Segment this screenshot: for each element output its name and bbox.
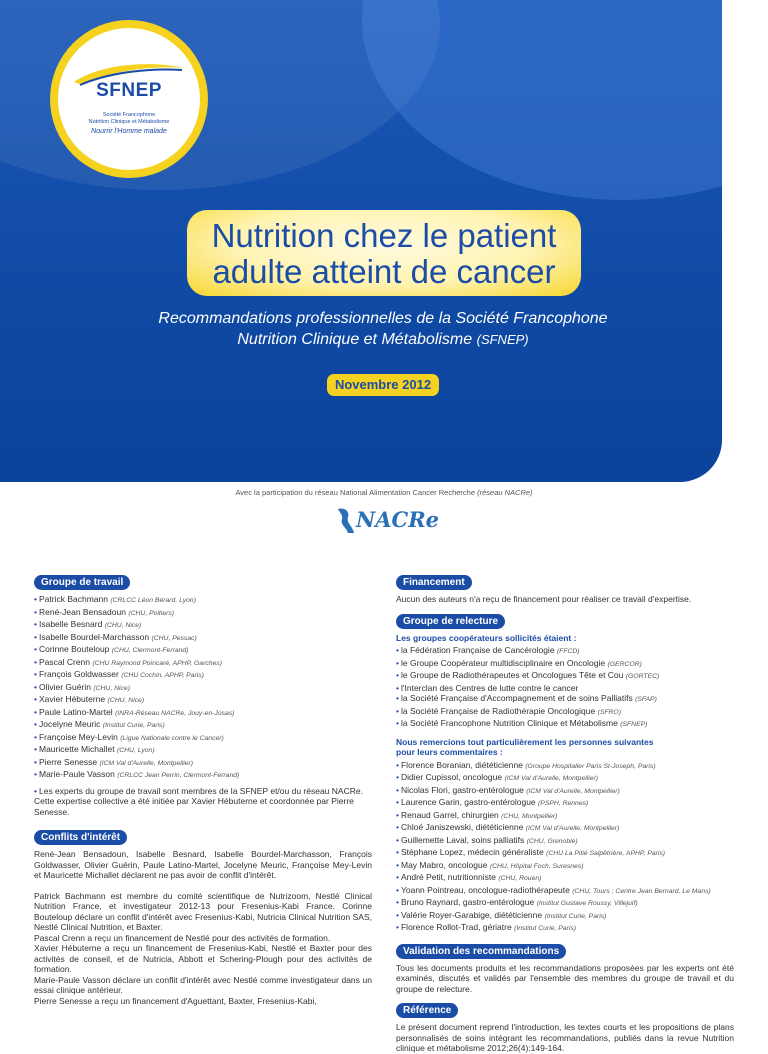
item-affiliation: (FFCD): [556, 648, 580, 655]
list-item: [34, 644, 372, 657]
paragraph: Le présent document reprend l'introduction, les textes courts et les propositions de plans personnalisés de soins intégrant les recommandations, publiés dans la revue Nutrition clinique et métabolisme 2012;26(4):149-164.: [396, 1022, 734, 1053]
list-item: [396, 822, 734, 835]
subheading-line: pour leurs commentaires :: [396, 747, 503, 757]
item-name: Françoise Mey-Levin: [38, 731, 118, 742]
item-name: André Petit, nutritionniste: [400, 872, 496, 882]
paragraph: Patrick Bachmann est membre du comité scientifique de Nutrizoom, Nestlé Clinical Nutrition France, et investigateur 2012-13 pour Fresenius-Kabi France. Corinne Bouteloup déclare un conflit d'intérêt avec Fresenius-Kabi, Nutricia Clinical Nutrition SAS, Nestlé Clinical Nutrition, et Baxter.: [34, 890, 372, 932]
item-affiliation: (Institut Gustave Roussy, Villejuif): [536, 900, 638, 907]
nacre-logo-text: NACRe: [356, 507, 440, 532]
item-name: la Société Française de Radiothérapie Oncologique: [400, 705, 596, 716]
list-item: [396, 872, 734, 885]
item-name: Florence Boranian, diététicienne: [400, 759, 523, 770]
subheading-line: Nous remercions tout particulièrement les personnes suivantes: [396, 736, 654, 747]
item-affiliation: (CHU, Nice): [107, 697, 145, 704]
working-group-note: [34, 786, 372, 818]
subtitle-text: Nutrition Clinique et Métabolisme: [237, 331, 473, 348]
list-item: [396, 718, 734, 731]
item-name: l'Interclan des Centres de lutte contre le cancer: [400, 682, 579, 693]
list-item: [396, 670, 734, 683]
page-title: adulte atteint de cancer: [212, 253, 556, 290]
item-affiliation: (CHU, Pessac): [151, 634, 197, 642]
working-group-list: [34, 594, 372, 782]
item-affiliation: (CHU, Hôpital Foch, Suresnes): [489, 862, 584, 870]
item-name: Marie-Paule Vasson: [38, 769, 115, 779]
item-name: Guillemette Laval, soins palliatifs: [400, 834, 525, 845]
item-name: Laurence Garin, gastro-entérologue: [400, 797, 536, 807]
item-affiliation: (CHU La Pitié Salpêtrière, APHP, Paris): [546, 850, 666, 857]
item-affiliation: (CHU, Grenoble): [526, 837, 578, 845]
item-name: René-Jean Bensadoun: [38, 606, 126, 617]
title-box: [187, 210, 581, 296]
list-item: [34, 619, 372, 632]
sfnep-logo: [58, 28, 200, 170]
list-item: [34, 607, 372, 620]
item-name: François Goldwasser: [38, 669, 119, 679]
date-badge: Novembre 2012: [327, 374, 439, 396]
item-name: le Groupe de Radiothérapeutes et Oncologues Tête et Cou: [400, 670, 624, 680]
logo-subtitle: Société Francophone: [102, 112, 156, 118]
page-title: Nutrition chez le patient: [211, 217, 557, 254]
subtitle-abbr: (SFNEP): [476, 332, 529, 347]
list-item: [34, 732, 372, 745]
paragraph: Marie-Paule Vasson déclare un conflit d'intérêt avec Nestlé comme investigateur dans un essai clinique antérieur.: [34, 974, 372, 995]
list-item: • Les experts du groupe de travail sont membres de la SFNEP et/ou du réseau NACRe. Cette expertise collective a été initiée par Xavier Hébuterne et coordonnée par Pierre Senesse.: [34, 786, 372, 818]
list-item: [396, 910, 734, 923]
item-affiliation: (CHU, Clermont-Ferrand): [111, 647, 189, 654]
section-heading-relecture: Groupe de relecture: [396, 614, 505, 629]
list-item: [396, 835, 734, 848]
list-item: [34, 632, 372, 645]
list-item: [34, 594, 372, 607]
list-item: [396, 860, 734, 873]
right-column: [396, 572, 734, 1054]
list-item: [396, 810, 734, 823]
item-affiliation: (INRA-Réseau NACRe, Jouy-en-Josas): [115, 709, 235, 717]
item-name: la Société Française d'Accompagnement et de soins Palliatifs: [400, 693, 633, 703]
section-heading-groupe-travail: Groupe de travail: [34, 575, 130, 590]
item-affiliation: (SFRO): [597, 708, 621, 716]
participation-note: [0, 488, 768, 497]
item-affiliation: (CHU, Lyon): [116, 747, 155, 754]
list-item: [396, 658, 734, 671]
cooperative-groups-list: [396, 645, 734, 731]
item-affiliation: (SFAP): [635, 696, 657, 703]
item-name: Patrick Bachmann: [38, 594, 108, 604]
cover-banner: [0, 0, 722, 482]
participation-text: Avec la participation du réseau National Alimentation Cancer Recherche: [235, 488, 476, 497]
item-affiliation: (CHU, Nice): [104, 622, 142, 629]
item-affiliation: (Groupe Hospitalier Paris St-Joseph, Paris): [525, 762, 656, 770]
item-affiliation: (CHU, Rouen): [498, 875, 542, 882]
item-affiliation: (ICM Val d'Aurelle, Montpellier): [525, 825, 620, 832]
item-name: Bruno Raynard, gastro-entérologue: [400, 897, 535, 907]
item-affiliation: (SFNEP): [620, 721, 648, 728]
paragraph: Xavier Hébuterne a reçu un financement de Fresenius-Kabi, Nestlé et Baxter pour des activités de conseil, et de Nutricia, Abbott et Schering-Plough pour des activités de formation.: [34, 943, 372, 974]
item-name: Florence Rollot-Trad, gériatre: [400, 922, 512, 932]
list-item: [396, 706, 734, 719]
left-column: [34, 572, 372, 1006]
subtitle-line: [100, 329, 666, 350]
list-item: [396, 683, 734, 694]
paragraph: Pascal Crenn a reçu un financement de Nestlé pour des activités de formation.: [34, 932, 331, 943]
section-heading-financement: Financement: [396, 575, 472, 590]
list-item: [34, 719, 372, 732]
list-item: [34, 694, 372, 707]
list-item: [34, 707, 372, 720]
logo-name: SFNEP: [96, 80, 162, 101]
item-name: la Société Francophone Nutrition Clinique et Métabolisme: [400, 718, 618, 728]
reviewers-list: [396, 760, 734, 935]
item-name: Renaud Garrel, chirurgien: [400, 809, 499, 820]
item-name: le Groupe Coopérateur multidisciplinaire en Oncologie: [400, 657, 606, 668]
item-affiliation: (Institut Curie, Paris): [544, 912, 607, 920]
list-item: [34, 669, 372, 682]
list-item: [396, 645, 734, 658]
item-name: Jocelyne Meuric: [38, 719, 101, 729]
section-heading-validation: Validation des recommandations: [396, 944, 566, 959]
item-affiliation: (CHU, Tours ; Centre Jean Bernard, Le Mans): [572, 887, 711, 895]
item-name: May Mabro, oncologue: [400, 859, 488, 870]
logo-subtitle: Nutrition Clinique et Métabolisme: [88, 119, 170, 125]
list-item: [396, 897, 734, 910]
item-name: Isabelle Bourdel-Marchasson: [38, 631, 150, 642]
item-affiliation: (CHU, Montpellier): [501, 812, 558, 820]
subheading: [396, 737, 734, 758]
list-item: [396, 785, 734, 798]
item-name: Nicolas Flori, gastro-entérologue: [400, 784, 524, 795]
item-name: la Fédération Française de Cancérologie: [400, 645, 555, 655]
list-item: [396, 693, 734, 706]
item-affiliation: (CHU, Nice): [93, 684, 130, 692]
item-name: Didier Cupissol, oncologue: [400, 772, 503, 782]
item-affiliation: (CHU Raymond Poincaré, APHP, Garches): [92, 659, 222, 667]
paragraph: Tous les documents produits et les recommandations proposées par les experts ont été examinés, discutés et validés par l'ensemble des membres du groupe de travail et du groupe de relecture.: [396, 962, 734, 994]
item-name: Valérie Royer-Garabige, diététicienne: [400, 909, 543, 920]
item-name: Pierre Senesse: [38, 756, 98, 767]
item-affiliation: (ICM Val d'Aurelle, Montpellier): [526, 787, 620, 795]
item-name: Chloé Janiszewski, diététicienne: [400, 822, 524, 832]
subheading: Les groupes coopérateurs sollicités étaient :: [396, 632, 577, 643]
decorative-swoosh: [362, 0, 722, 200]
list-item: [34, 757, 372, 770]
item-affiliation: (GORTEC): [625, 673, 660, 680]
list-item: [34, 657, 372, 670]
section-heading-reference: Référence: [396, 1003, 458, 1018]
item-affiliation: (Institut Curie, Paris): [102, 722, 165, 729]
item-affiliation: (CRLCC Léon Bérard, Lyon): [110, 597, 196, 604]
participation-abbr: (réseau NACRe): [477, 488, 533, 497]
item-name: Olivier Guérin: [38, 681, 91, 692]
item-name: Isabelle Besnard: [38, 619, 103, 629]
item-name: Paule Latino-Martel: [38, 706, 113, 717]
list-item: [396, 772, 734, 785]
item-name: Xavier Hébuterne: [38, 694, 106, 704]
item-affiliation: (CHU Cochin, APHP, Paris): [121, 672, 204, 679]
item-affiliation: (GERCOR): [607, 660, 642, 668]
item-name: Yoann Pointreau, oncologue-radiothérapeute: [400, 884, 570, 895]
logo-tagline: Nourrir l'Homme malade: [91, 128, 167, 135]
nacre-logo: [334, 505, 440, 537]
item-name: Mauricette Michallet: [38, 744, 115, 754]
list-item: [396, 847, 734, 860]
list-item: [34, 682, 372, 695]
item-affiliation: (PSPH, Rennes): [538, 800, 589, 807]
list-item: [34, 769, 372, 782]
subtitle-line: Recommandations professionnelles de la Société Francophone: [158, 310, 608, 327]
item-affiliation: (Ligue Nationale contre le Cancer): [120, 734, 224, 742]
paragraph: Pierre Senesse a reçu un financement d'Aguettant, Baxter, Fresenius-Kabi,: [34, 995, 317, 1006]
item-name: Pascal Crenn: [38, 656, 91, 667]
item-affiliation: (CHU, Poitiers): [128, 609, 175, 617]
list-item: [34, 744, 372, 757]
item-affiliation: (CRLCC Jean Perrin, Clermont-Ferrand): [117, 772, 240, 779]
list-item: [396, 760, 734, 773]
item-name: Stéphane Lopez, médecin généraliste: [400, 847, 544, 857]
page-subtitle: [100, 308, 666, 350]
nacre-figure-icon: [334, 505, 358, 535]
list-item: [396, 922, 734, 935]
item-name: Corinne Bouteloup: [38, 644, 110, 654]
paragraph: Aucun des auteurs n'a reçu de financement pour réaliser ce travail d'expertise.: [396, 594, 692, 604]
item-affiliation: (ICM Val d'Aurelle, Montpellier): [99, 759, 194, 767]
list-item: [396, 797, 734, 810]
list-item: [396, 885, 734, 898]
section-heading-conflits: Conflits d'intérêt: [34, 830, 127, 845]
item-affiliation: (ICM Val d'Aurelle, Montpellier): [504, 775, 599, 782]
item-affiliation: (Institut Curie, Paris): [514, 925, 577, 932]
paragraph: René-Jean Bensadoun, Isabelle Besnard, Isabelle Bourdel-Marchasson, François Goldwasser, Olivier Guérin, Paule Latino-Martel, Jocelyne Meuric, Françoise Mey-Levin et Mauricette Michallet déclarent ne pas avoir de conflit d'intérêt.: [34, 849, 372, 880]
